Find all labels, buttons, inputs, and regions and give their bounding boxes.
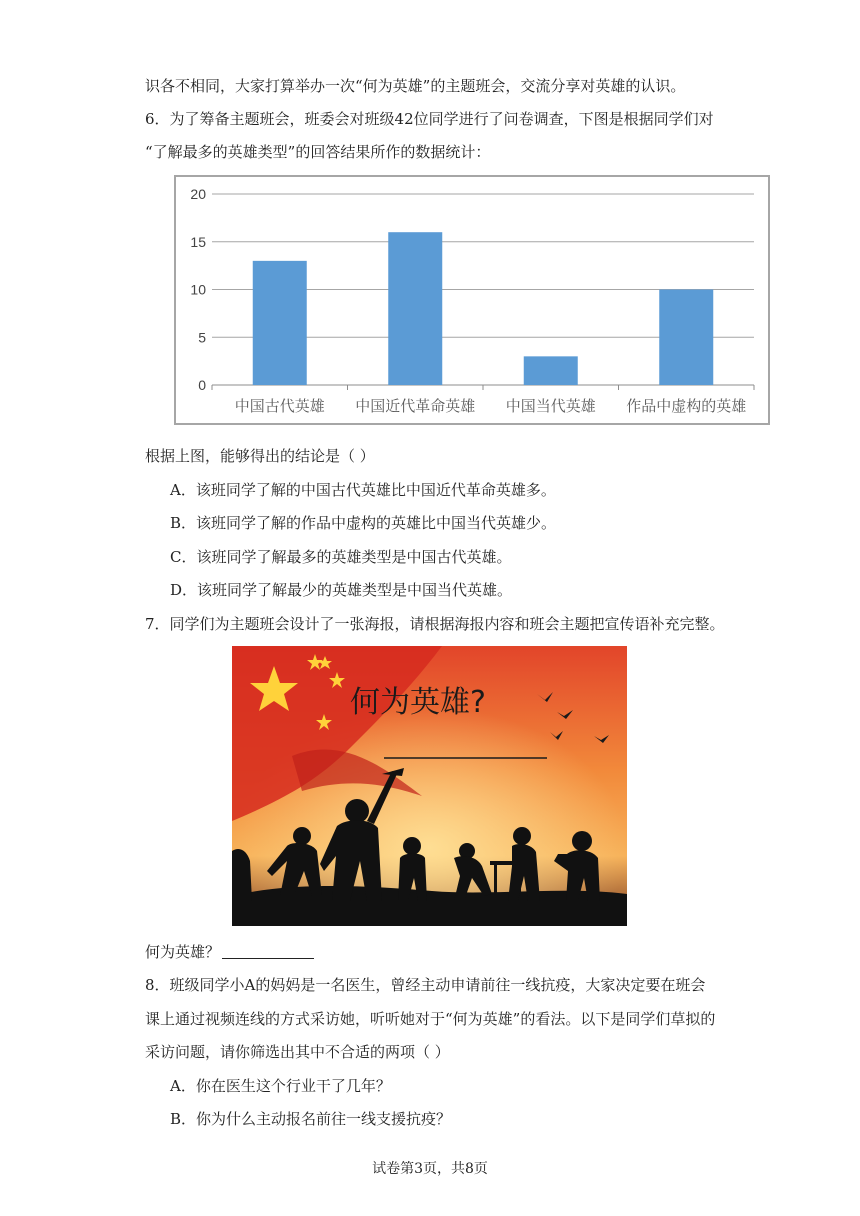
y-tick-label: 0 — [198, 377, 206, 393]
y-tick-label: 20 — [190, 186, 206, 202]
q7-answer-label: 何为英雄？ — [145, 943, 221, 961]
bar — [388, 232, 442, 385]
q6-prompt: 根据上图，能够得出的结论是（ ） — [145, 447, 375, 465]
q8-option-a: A．你在医生这个行业干了几年？ — [170, 1077, 391, 1095]
x-tick-label: 中国近代革命英雄 — [355, 397, 476, 415]
q6-option-c: C．该班同学了解最多的英雄类型是中国古代英雄。 — [170, 548, 512, 566]
y-tick-label: 5 — [198, 329, 206, 346]
x-tick-label: 中国古代英雄 — [234, 397, 325, 415]
x-tick-label: 作品中虚构的英雄 — [626, 397, 747, 415]
x-tick-label: 中国当代英雄 — [505, 397, 596, 415]
bar — [524, 356, 578, 385]
bar-chart — [174, 175, 770, 425]
bar — [659, 290, 713, 386]
q6-option-a: A．该班同学了解的中国古代英雄比中国近代革命英雄多。 — [170, 481, 556, 499]
q6-option-d: D．该班同学了解最少的英雄类型是中国当代英雄。 — [170, 581, 513, 599]
poster-title: 何为英雄? — [350, 685, 486, 720]
q7-stem: 7．同学们为主题班会设计了一张海报，请根据海报内容和班会主题把宣传语补充完整。 — [145, 615, 725, 633]
y-tick-label: 10 — [190, 281, 206, 298]
q7-answer-blank[interactable] — [222, 944, 314, 959]
page-footer: 试卷第3页，共8页 — [372, 1161, 488, 1177]
q8-stem-line3: 采访问题，请你筛选出其中不合适的两项（ ） — [145, 1043, 450, 1061]
q7-answer-line — [145, 941, 314, 962]
q6-stem-line2: “了解最多的英雄类型”的回答结果所作的数据统计： — [145, 143, 491, 161]
q8-option-b: B．你为什么主动报名前往一线支援抗疫？ — [170, 1110, 452, 1128]
bar-chart-svg — [176, 177, 768, 423]
q6-stem-line1: 6．为了筹备主题班会，班委会对班级42位同学进行了问卷调查，下图是根据同学们对 — [145, 110, 714, 128]
bar — [253, 261, 307, 385]
q8-stem-line1: 8．班级同学小A的妈妈是一名医生，曾经主动申请前往一线抗疫，大家决定要在班会 — [145, 976, 706, 994]
q6-option-b: B．该班同学了解的作品中虚构的英雄比中国当代英雄少。 — [170, 514, 557, 532]
hero-poster-image — [232, 646, 627, 926]
q8-stem-line2: 课上通过视频连线的方式采访她，听听她对于“何为英雄”的看法。以下是同学们草拟的 — [145, 1010, 716, 1028]
intro-line: 识各不相同，大家打算举办一次“何为英雄”的主题班会，交流分享对英雄的认识。 — [145, 77, 686, 95]
y-tick-label: 15 — [190, 233, 206, 250]
